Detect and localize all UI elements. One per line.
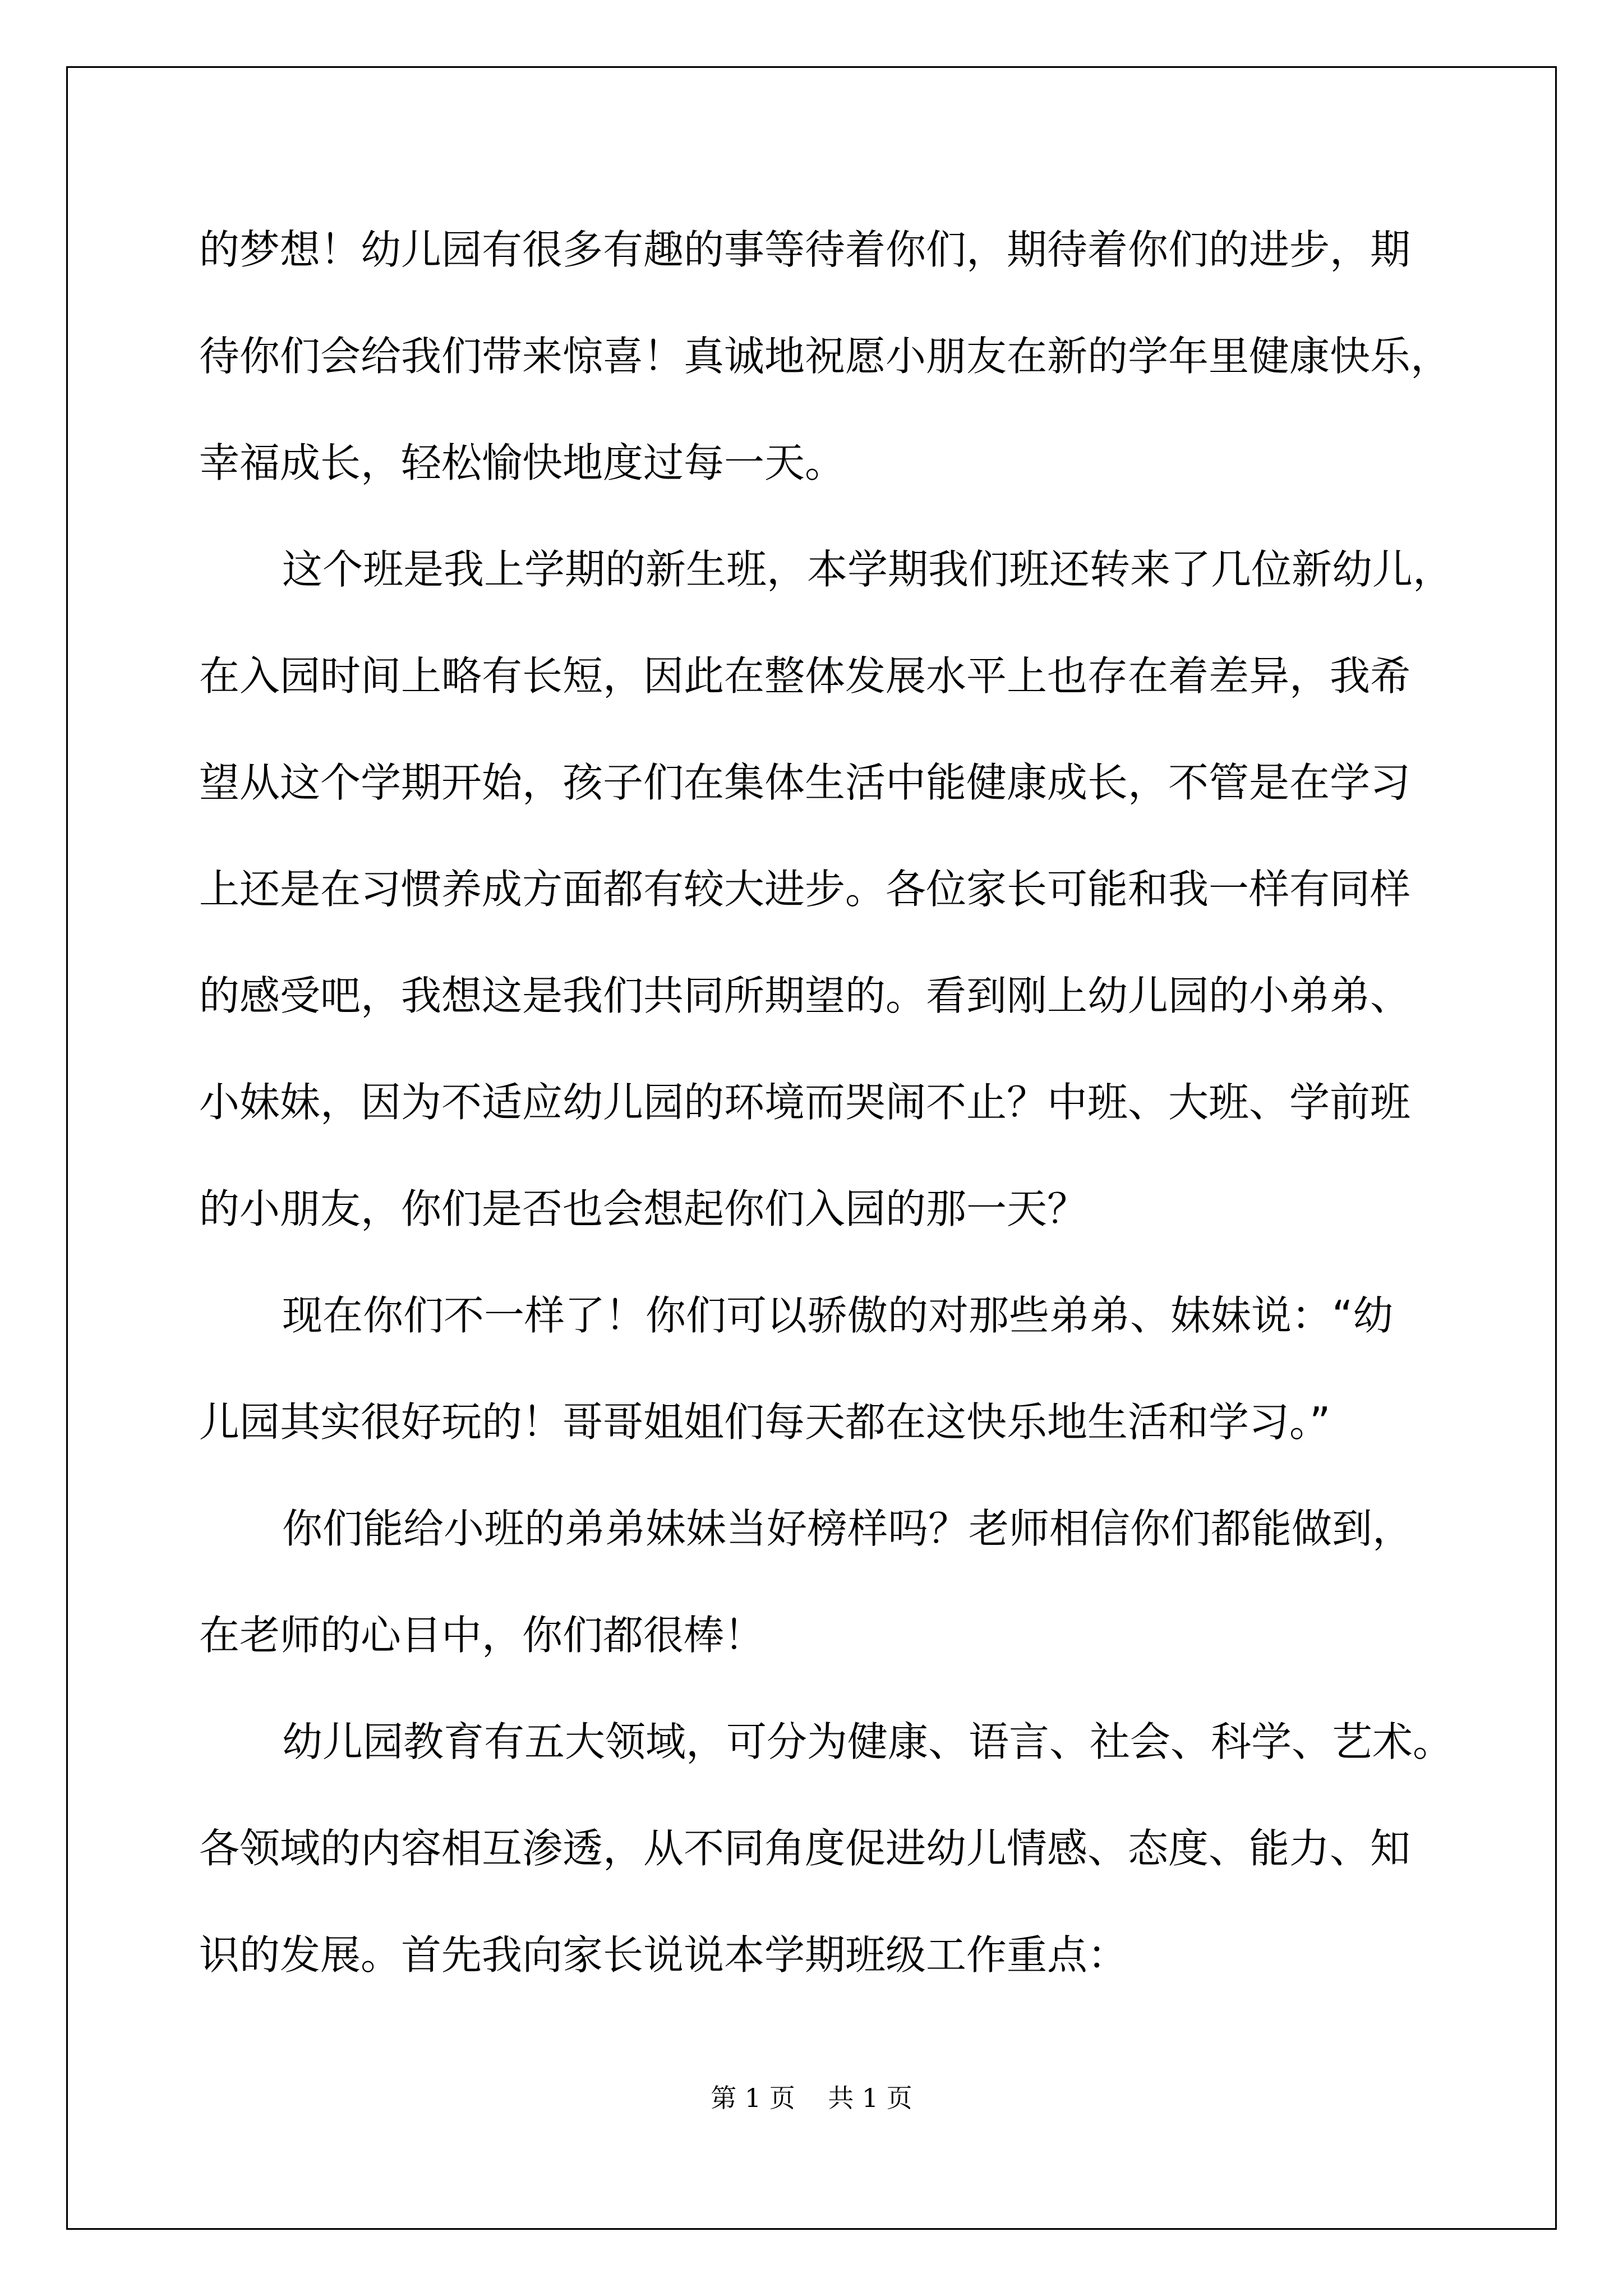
text-line: 在入园时间上略有长短，因此在整体发展水平上也存在着差异，我希 bbox=[199, 652, 1411, 700]
text-line: 现在你们不一样了！你们可以骄傲的对那些弟弟、妹妹说：“幼 bbox=[282, 1292, 1394, 1339]
text-line: 小妹妹，因为不适应幼儿园的环境而哭闹不止？中班、大班、学前班 bbox=[199, 1079, 1411, 1126]
page-footer: 第 1 页 共 1 页 bbox=[711, 2083, 912, 2113]
text-line: 幼儿园教育有五大领域，可分为健康、语言、社会、科学、艺术。 bbox=[282, 1718, 1454, 1765]
text-line: 你们能给小班的弟弟妹妹当好榜样吗？老师相信你们都能做到， bbox=[282, 1505, 1413, 1552]
text-line: 望从这个学期开始，孩子们在集体生活中能健康成长，不管是在学习 bbox=[199, 759, 1411, 806]
text-line: 上还是在习惯养成方面都有较大进步。各位家长可能和我一样有同样 bbox=[199, 866, 1411, 913]
text-line: 待你们会给我们带来惊喜！真诚地祝愿小朋友在新的学年里健康快乐， bbox=[199, 333, 1451, 380]
text-line: 这个班是我上学期的新生班，本学期我们班还转来了几位新幼儿， bbox=[282, 546, 1454, 593]
text-line: 的小朋友，你们是否也会想起你们入园的那一天？ bbox=[199, 1185, 1088, 1232]
text-line: 在老师的心目中，你们都很棒！ bbox=[199, 1612, 765, 1659]
page-border bbox=[66, 66, 1557, 2230]
text-line: 的感受吧，我想这是我们共同所期望的。看到刚上幼儿园的小弟弟、 bbox=[199, 972, 1411, 1019]
text-line: 儿园其实很好玩的！哥哥姐姐们每天都在这快乐地生活和学习。” bbox=[199, 1398, 1331, 1446]
text-line: 识的发展。首先我向家长说说本学期班级工作重点： bbox=[199, 1931, 1128, 1978]
text-line: 的梦想！幼儿园有很多有趣的事等待着你们，期待着你们的进步，期 bbox=[199, 226, 1411, 273]
text-line: 幸福成长，轻松愉快地度过每一天。 bbox=[199, 439, 846, 486]
text-line: 各领域的内容相互渗透，从不同角度促进幼儿情感、态度、能力、知 bbox=[199, 1825, 1411, 1872]
